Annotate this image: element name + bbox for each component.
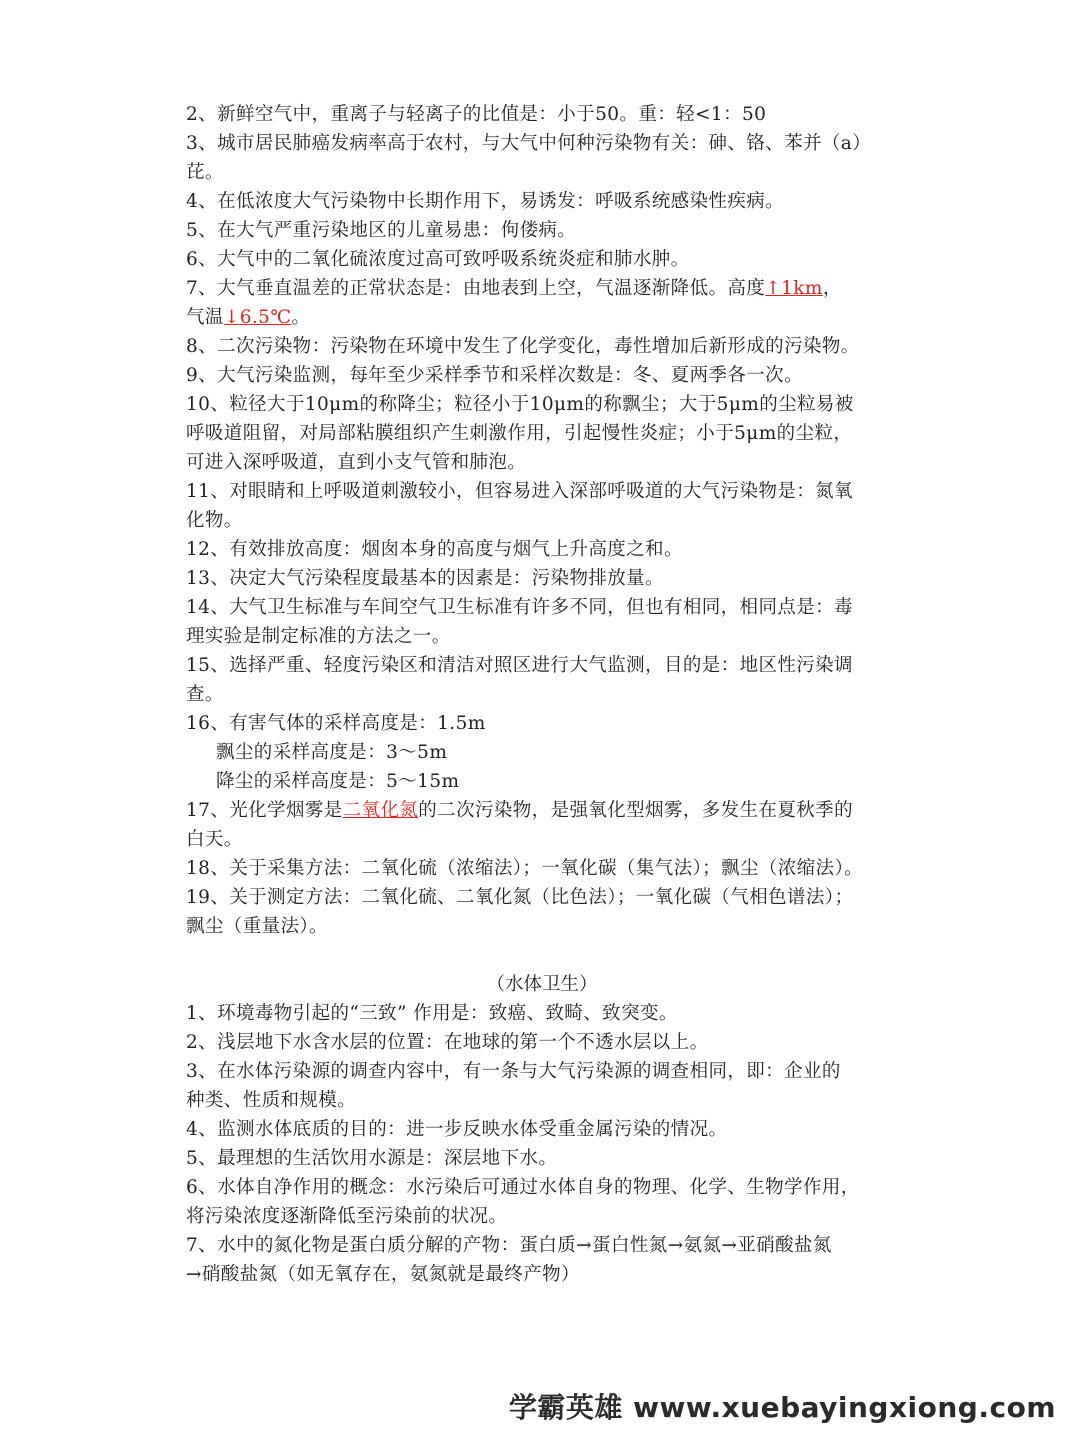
text-line: 查。 [186,684,224,705]
site-watermark: 学霸英雄 www.xuebayingxiong.com [508,1391,1056,1424]
text-line: 8、二次污染物：污染物在环境中发生了化学变化，毒性增加后新形成的污染物。 [186,336,860,357]
text-line: 6、大气中的二氧化硫浓度过高可致呼吸系统炎症和肺水肿。 [186,249,690,270]
text-line: 2、新鲜空气中，重离子与轻离子的比值是：小于50。重：轻<1：50 [186,104,767,125]
text-line: 5、在大气严重污染地区的儿童易患：佝偻病。 [186,220,577,241]
text-line: 9、大气污染监测，每年至少采样季节和采样次数是：冬、夏两季各一次。 [186,365,803,386]
item7-line1 [186,274,898,303]
temp-mark: ↓6.5℃ [223,307,292,328]
text-line: 18、关于采集方法：二氧化硫（浓缩法）；一氧化碳（集气法）；飘尘（浓缩法）。 [186,858,863,879]
text-line: 1、环境毒物引起的“三致” 作用是：致癌、致畸、致突变。 [186,1003,678,1024]
height-mark: ↑1km [765,278,823,299]
item7-line2 [186,303,898,332]
item7-text: 7、大气垂直温差的正常状态是：由地表到上空，气温逐渐降低。高度 [186,278,766,299]
text-line-indented: 飘尘的采样高度是：3～5m [216,742,448,763]
text-line: 飘尘（重量法）。 [186,916,328,937]
text-line: 芘。 [186,162,224,183]
item17-text2: 的二次污染物，是强氧化型烟雾，多发生在夏秋季的 [418,800,853,821]
text-line: 3、城市居民肺癌发病率高于农村，与大气中何种污染物有关：砷、铬、苯并（a） [186,133,872,154]
item7-text2: 气温 [186,307,224,328]
text-line: 2、浅层地下水含水层的位置：在地球的第一个不透水层以上。 [186,1032,709,1053]
item7-comma: ， [822,278,842,299]
text-line: 4、监测水体底质的目的：进一步反映水体受重金属污染的情况。 [186,1119,728,1140]
text-line-indented: 降尘的采样高度是：5～15m [216,771,460,792]
text-line: 10、粒径大于10μm的称降尘；粒径小于10μm的称飘尘；大于5μm的尘粒易被 [186,394,854,415]
text-line: 13、决定大气污染程度最基本的因素是：污染物排放量。 [186,568,664,589]
item17-line1 [186,796,898,825]
text-line: 11、对眼睛和上呼吸道刺激较小，但容易进入深部呼吸道的大气污染物是：氮氧 [186,481,853,502]
text-line: 7、水中的氮化物是蛋白质分解的产物：蛋白质→蛋白性氮→氨氮→亚硝酸盐氮 [186,1235,832,1256]
text-line: 化物。 [186,510,243,531]
item7-end: 。 [291,307,311,328]
text-line: 种类、性质和规模。 [186,1090,357,1111]
text-line: 16、有害气体的采样高度是：1.5m [186,713,486,734]
text-line: →硝酸盐氮（如无氧存在，氨氮就是最终产物） [186,1264,580,1285]
text-line: 15、选择严重、轻度污染区和清洁对照区进行大气监测，目的是：地区性污染调 [186,655,853,676]
text-line: 3、在水体污染源的调查内容中，有一条与大气污染源的调查相同，即：企业的 [186,1061,841,1082]
text-line: 6、水体自净作用的概念：水污染后可通过水体自身的物理、化学、生物学作用， [186,1177,860,1198]
text-line: 将污染浓度逐渐降低至污染前的状况。 [186,1206,508,1227]
section-heading: （水体卫生） [486,974,598,995]
item17-highlight: 二氧化氮 [342,800,419,821]
text-line: 4、在低浓度大气污染物中长期作用下，易诱发：呼吸系统感染性疾病。 [186,191,785,212]
text-line: 呼吸道阻留，对局部粘膜组织产生刺激作用，引起慢性炎症；小于5μm的尘粒， [186,423,853,444]
text-line: 5、最理想的生活饮用水源是：深层地下水。 [186,1148,558,1169]
text-line: 12、有效排放高度：烟囱本身的高度与烟气上升高度之和。 [186,539,683,560]
item17-text: 17、光化学烟雾是 [186,800,343,821]
text-line: 14、大气卫生标准与车间空气卫生标准有许多不同，但也有相同，相同点是：毒 [186,597,853,618]
text-line: 理实验是制定标准的方法之一。 [186,626,451,647]
text-line: 可进入深呼吸道，直到小支气管和肺泡。 [186,452,527,473]
text-line: 19、关于测定方法：二氧化硫、二氧化氮（比色法）；一氧化碳（气相色谱法）； [186,887,854,908]
document-body [186,100,898,1289]
item17-line2: 白天。 [186,829,243,850]
